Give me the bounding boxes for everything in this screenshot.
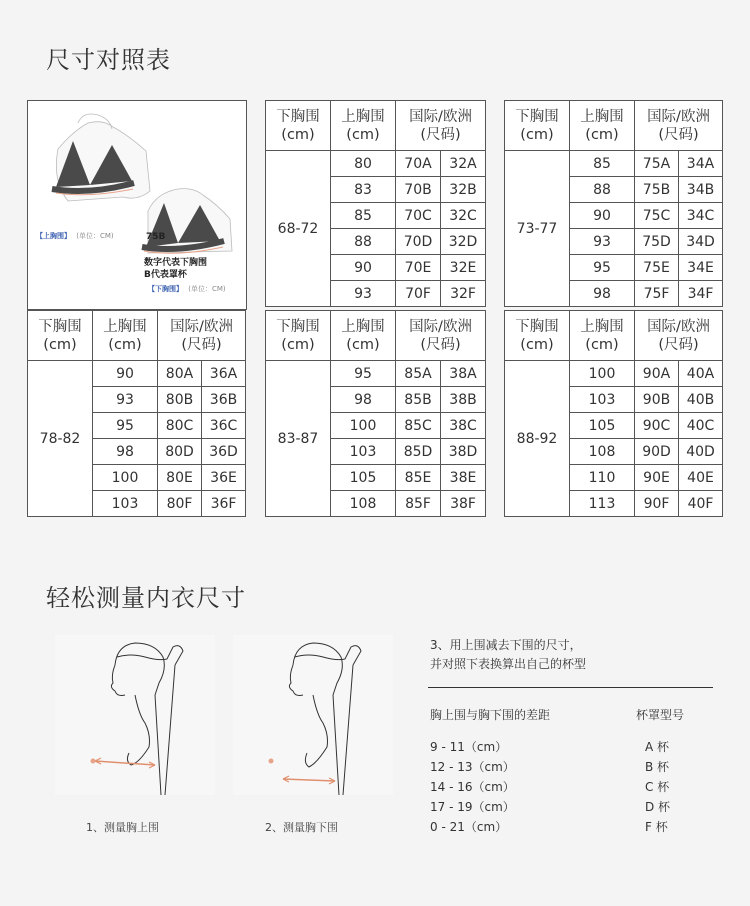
header-intl-label: 国际/欧洲 [409, 318, 472, 335]
eu-cell: 40B [679, 387, 723, 413]
over-cell: 98 [93, 439, 158, 465]
size-table-88-92 [504, 310, 723, 517]
step3-line2: 并对照下表换算出自己的杯型 [430, 657, 587, 671]
over-cell: 85 [570, 151, 635, 177]
intl-cell: 70A [396, 151, 441, 177]
intl-cell: 85C [396, 413, 441, 439]
over-cell: 100 [93, 465, 158, 491]
intl-cell: 75E [635, 255, 679, 281]
header-under-label: 下胸围 [515, 318, 559, 335]
eu-cell: 34C [679, 203, 723, 229]
eu-cell: 36B [202, 387, 246, 413]
over-cell: 110 [570, 465, 635, 491]
intl-cell: 85B [396, 387, 441, 413]
over-cell: 90 [331, 255, 396, 281]
header-over-unit: (cm) [585, 126, 619, 143]
measure-over-bust-illustration [55, 635, 215, 795]
eu-cell: 34B [679, 177, 723, 203]
header-under-unit: (cm) [281, 336, 315, 353]
intl-cell: 75A [635, 151, 679, 177]
over-cell: 95 [570, 255, 635, 281]
header-over-label: 上胸围 [580, 318, 624, 335]
header-under-label: 下胸围 [276, 318, 320, 335]
intl-cell: 90A [635, 361, 679, 387]
eu-cell: 34E [679, 255, 723, 281]
eu-cell: 36F [202, 491, 246, 517]
label-bottom [148, 284, 226, 294]
header-intl-label: 国际/欧洲 [170, 318, 233, 335]
intl-cell: 70B [396, 177, 441, 203]
size-chart-title: 尺寸对照表 [46, 46, 171, 74]
over-cell: 105 [570, 413, 635, 439]
under-range-cell: 78-82 [28, 361, 93, 517]
eu-cell: 32F [441, 281, 486, 307]
header-under-unit: (cm) [520, 126, 554, 143]
header-over [570, 311, 635, 361]
under-range-cell: 83-87 [266, 361, 331, 517]
over-cell: 80 [331, 151, 396, 177]
eu-cell: 40A [679, 361, 723, 387]
size-table-83-87 [265, 310, 486, 517]
intl-cell: 90D [635, 439, 679, 465]
label-top [36, 231, 114, 241]
over-cell: 98 [331, 387, 396, 413]
over-cell: 103 [93, 491, 158, 517]
divider [428, 687, 713, 688]
label-top-unit: (单位：CM) [76, 232, 114, 240]
over-cell: 93 [93, 387, 158, 413]
header-intl [635, 101, 723, 151]
eu-cell: 38C [441, 413, 486, 439]
header-under [28, 311, 93, 361]
under-range-cell: 73-77 [505, 151, 570, 307]
header-intl [158, 311, 246, 361]
intl-cell: 70D [396, 229, 441, 255]
cup-row-4: D 杯 [645, 800, 671, 814]
eu-cell: 38A [441, 361, 486, 387]
over-cell: 85 [331, 203, 396, 229]
over-cell: 98 [570, 281, 635, 307]
step1-caption: 1、测量胸上围 [86, 821, 159, 834]
header-over [570, 101, 635, 151]
header-over-unit: (cm) [346, 336, 380, 353]
size-table-68-72 [265, 100, 486, 307]
cup-row-5: F 杯 [645, 820, 668, 834]
header-under-label: 下胸围 [515, 108, 559, 125]
header-under-unit: (cm) [281, 126, 315, 143]
header-over-unit: (cm) [108, 336, 142, 353]
eu-cell: 40D [679, 439, 723, 465]
intl-cell: 90F [635, 491, 679, 517]
explain-line1: 数字代表下胸围 [144, 258, 208, 268]
header-over-unit: (cm) [585, 336, 619, 353]
eu-cell: 32A [441, 151, 486, 177]
header-under [505, 101, 570, 151]
over-cell: 100 [331, 413, 396, 439]
table-row [505, 151, 723, 177]
intl-cell: 90E [635, 465, 679, 491]
step2-caption: 2、测量胸下围 [265, 821, 338, 834]
under-range-cell: 68-72 [266, 151, 331, 307]
measure-guide-title: 轻松测量内衣尺寸 [46, 584, 246, 612]
over-cell: 90 [570, 203, 635, 229]
intl-cell: 85F [396, 491, 441, 517]
eu-cell: 32C [441, 203, 486, 229]
over-cell: 105 [331, 465, 396, 491]
eu-cell: 38F [441, 491, 486, 517]
over-cell: 95 [93, 413, 158, 439]
over-cell: 95 [331, 361, 396, 387]
intl-cell: 80E [158, 465, 202, 491]
over-cell: 93 [331, 281, 396, 307]
eu-cell: 32B [441, 177, 486, 203]
header-under [505, 311, 570, 361]
measure-under-bust-illustration [233, 635, 393, 795]
over-cell: 100 [570, 361, 635, 387]
intl-cell: 90B [635, 387, 679, 413]
table-row [505, 361, 723, 387]
over-cell: 108 [570, 439, 635, 465]
label-top-text: 【上胸围】 [36, 232, 71, 240]
bra-illustration [28, 101, 246, 309]
header-intl-unit: (尺码) [658, 126, 699, 143]
header-under-unit: (cm) [520, 336, 554, 353]
size-table-78-82 [27, 310, 246, 517]
over-cell: 103 [331, 439, 396, 465]
over-cell: 93 [570, 229, 635, 255]
intl-cell: 75F [635, 281, 679, 307]
header-intl-label: 国际/欧洲 [647, 318, 710, 335]
eu-cell: 36D [202, 439, 246, 465]
intl-cell: 85A [396, 361, 441, 387]
header-under [266, 311, 331, 361]
eu-cell: 34F [679, 281, 723, 307]
header-over-unit: (cm) [346, 126, 380, 143]
under-range-cell: 88-92 [505, 361, 570, 517]
eu-cell: 34D [679, 229, 723, 255]
col-cup-header: 杯罩型号 [636, 708, 685, 722]
diff-row-5: 0 - 21（cm） [430, 820, 508, 834]
header-over [331, 311, 396, 361]
over-cell: 83 [331, 177, 396, 203]
intl-cell: 85E [396, 465, 441, 491]
cup-row-3: C 杯 [645, 780, 670, 794]
example-code: 75B [146, 232, 166, 242]
header-over-label: 上胸围 [341, 318, 385, 335]
header-over-label: 上胸围 [341, 108, 385, 125]
cup-row-2: B 杯 [645, 760, 670, 774]
header-over-label: 上胸围 [103, 318, 147, 335]
eu-cell: 40F [679, 491, 723, 517]
cup-row-1: A 杯 [645, 740, 670, 754]
col-diff-header: 胸上围与胸下围的差距 [430, 708, 551, 722]
header-over [93, 311, 158, 361]
header-intl-unit: (尺码) [658, 336, 699, 353]
header-intl-label: 国际/欧洲 [647, 108, 710, 125]
header-over [331, 101, 396, 151]
intl-cell: 85D [396, 439, 441, 465]
header-intl [635, 311, 723, 361]
header-intl-label: 国际/欧洲 [409, 108, 472, 125]
diff-row-2: 12 - 13（cm） [430, 760, 515, 774]
diff-row-3: 14 - 16（cm） [430, 780, 515, 794]
header-intl [396, 101, 486, 151]
header-under-label: 下胸围 [38, 318, 82, 335]
table-row [28, 361, 246, 387]
header-intl [396, 311, 486, 361]
table-row [266, 151, 486, 177]
header-intl-unit: (尺码) [420, 126, 461, 143]
intl-cell: 75C [635, 203, 679, 229]
over-cell: 103 [570, 387, 635, 413]
intl-cell: 80C [158, 413, 202, 439]
bra-diagram-box [27, 100, 247, 310]
over-cell: 90 [93, 361, 158, 387]
over-cell: 113 [570, 491, 635, 517]
eu-cell: 38B [441, 387, 486, 413]
intl-cell: 75B [635, 177, 679, 203]
eu-cell: 40E [679, 465, 723, 491]
eu-cell: 32D [441, 229, 486, 255]
intl-cell: 80F [158, 491, 202, 517]
eu-cell: 32E [441, 255, 486, 281]
eu-cell: 34A [679, 151, 723, 177]
intl-cell: 80D [158, 439, 202, 465]
label-bottom-unit: (单位：CM) [188, 285, 226, 293]
intl-cell: 80B [158, 387, 202, 413]
header-under-label: 下胸围 [276, 108, 320, 125]
over-cell: 88 [570, 177, 635, 203]
header-intl-unit: (尺码) [181, 336, 222, 353]
size-table-73-77 [504, 100, 723, 307]
eu-cell: 36A [202, 361, 246, 387]
eu-cell: 36C [202, 413, 246, 439]
intl-cell: 90C [635, 413, 679, 439]
header-over-label: 上胸围 [580, 108, 624, 125]
eu-cell: 38E [441, 465, 486, 491]
step3-line1: 3、用上围减去下围的尺寸， [430, 638, 582, 652]
header-under [266, 101, 331, 151]
over-cell: 108 [331, 491, 396, 517]
eu-cell: 38D [441, 439, 486, 465]
label-bottom-text: 【下胸围】 [148, 285, 183, 293]
intl-cell: 70F [396, 281, 441, 307]
diff-row-1: 9 - 11（cm） [430, 740, 508, 754]
header-under-unit: (cm) [43, 336, 77, 353]
over-cell: 88 [331, 229, 396, 255]
intl-cell: 75D [635, 229, 679, 255]
intl-cell: 70C [396, 203, 441, 229]
header-intl-unit: (尺码) [420, 336, 461, 353]
diff-row-4: 17 - 19（cm） [430, 800, 515, 814]
eu-cell: 36E [202, 465, 246, 491]
explain-line2: B代表罩杯 [144, 270, 187, 280]
intl-cell: 70E [396, 255, 441, 281]
eu-cell: 40C [679, 413, 723, 439]
table-row [266, 361, 486, 387]
intl-cell: 80A [158, 361, 202, 387]
